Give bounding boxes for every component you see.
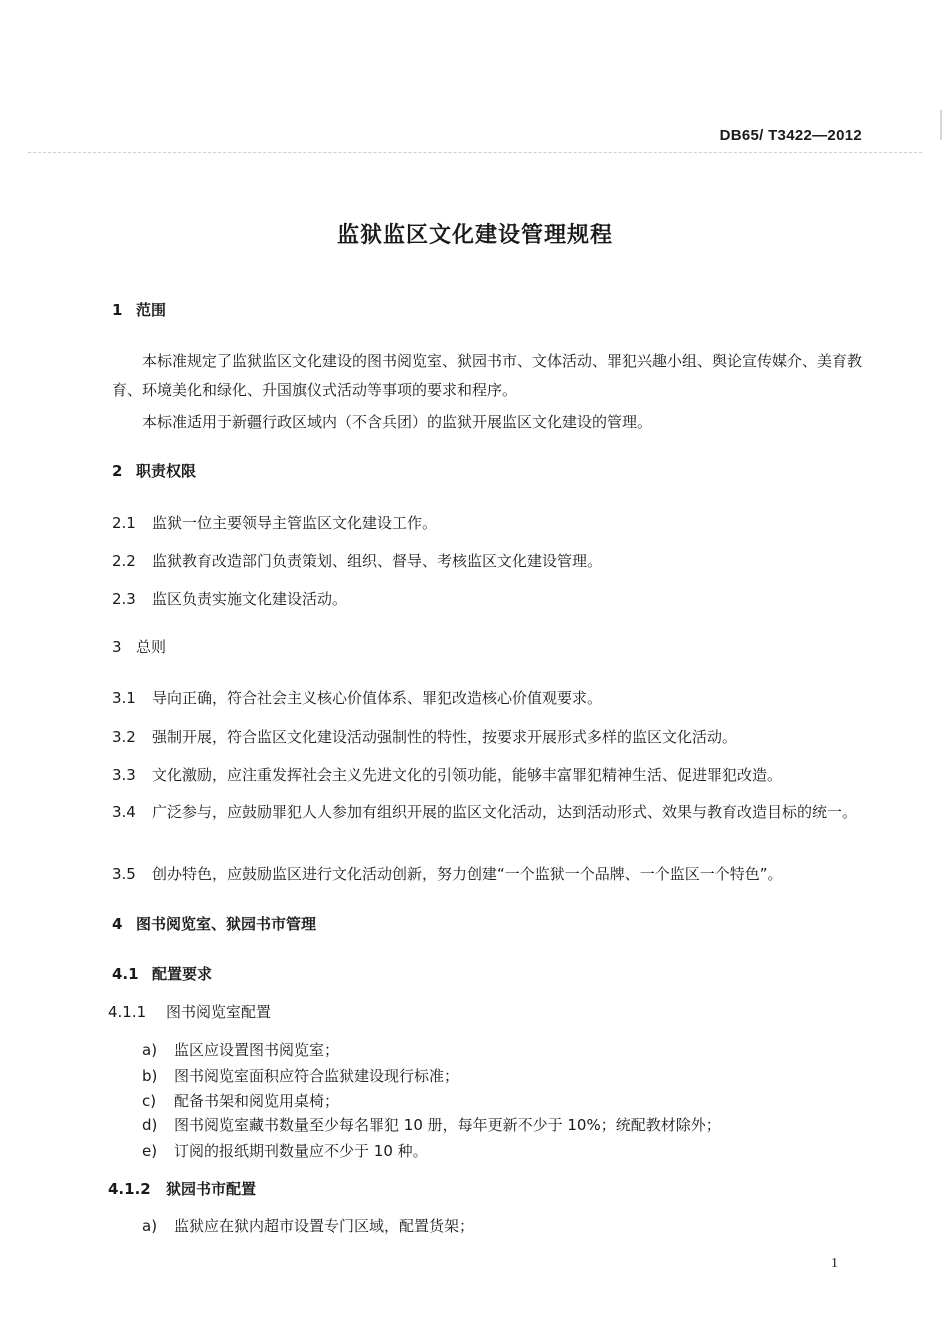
clause-number: 3.4 <box>112 803 136 821</box>
scope-paragraph-1: 本标准规定了监狱监区文化建设的图书阅览室、狱园书市、文体活动、罪犯兴趣小组、舆论宣传媒介、美育教育、环境美化和绿化、升国旗仪式活动等事项的要求和程序。 <box>112 352 863 399</box>
list-letter: a) <box>142 1217 158 1235</box>
subsection-number: 4.1.2 <box>108 1180 151 1198</box>
clause-3-4 <box>112 799 864 825</box>
list-text: 监狱应在狱内超市设置专门区域，配置货架； <box>174 1217 475 1235</box>
section-number: 2 <box>112 462 123 480</box>
list-text: 配备书架和阅览用桌椅； <box>174 1092 340 1110</box>
clause-text: 广泛参与，应鼓励罪犯人人参加有组织开展的监区文化活动，达到活动形式、效果与教育改造目标的统一。 <box>152 803 858 821</box>
list-item-e <box>142 1140 428 1161</box>
list-text: 监区应设置图书阅览室； <box>174 1041 340 1059</box>
standard-code: DB65/ T3422—2012 <box>719 127 862 144</box>
section-number: 4 <box>112 915 123 933</box>
clause-number: 3.5 <box>112 865 136 883</box>
clause-3-5 <box>112 863 783 884</box>
clause-text: 监狱教育改造部门负责策划、组织、督导、考核监区文化建设管理。 <box>152 552 603 570</box>
clause-text: 导向正确，符合社会主义核心价值体系、罪犯改造核心价值观要求。 <box>152 689 603 707</box>
clause-number: 3.2 <box>112 728 136 746</box>
clause-text: 监狱一位主要领导主管监区文化建设工作。 <box>152 514 438 532</box>
clause-2-2 <box>112 550 602 571</box>
clause-number: 2.1 <box>112 514 136 532</box>
section-label: 总则 <box>136 638 167 656</box>
clause-text: 监区负责实施文化建设活动。 <box>152 590 348 608</box>
section-1-heading <box>112 299 166 320</box>
list-item-a <box>142 1039 339 1060</box>
scan-edge-mark <box>940 110 942 140</box>
list-text: 图书阅览室藏书数量至少每名罪犯 10 册，每年更新不少于 10%；统配教材除外； <box>174 1116 721 1134</box>
list-text: 订阅的报纸期刊数量应不少于 10 种。 <box>174 1142 428 1160</box>
list-item-c <box>142 1090 339 1111</box>
list-letter: a) <box>142 1041 158 1059</box>
clause-number: 3.3 <box>112 766 136 784</box>
clause-2-3 <box>112 588 347 609</box>
subsection-label: 图书阅览室配置 <box>166 1003 272 1021</box>
list-text: 图书阅览室面积应符合监狱建设现行标准； <box>174 1067 460 1085</box>
section-3-heading <box>112 636 166 657</box>
list-letter: c) <box>142 1092 157 1110</box>
section-4-heading <box>112 913 316 934</box>
subsection-number: 4.1.1 <box>108 1003 147 1021</box>
subsection-number: 4.1 <box>112 965 139 983</box>
clause-3-2 <box>112 726 737 747</box>
header-rule <box>28 152 922 153</box>
section-label: 图书阅览室、狱园书市管理 <box>136 915 317 933</box>
clause-3-3 <box>112 764 782 785</box>
clause-text: 强制开展，符合监区文化建设活动强制性的特性，按要求开展形式多样的监区文化活动。 <box>152 728 738 746</box>
list-item-b <box>142 1065 459 1086</box>
section-2-heading <box>112 460 196 481</box>
subsection-4-1-2-heading <box>108 1178 256 1199</box>
clause-number: 3.1 <box>112 689 136 707</box>
clause-number: 2.2 <box>112 552 136 570</box>
clause-number: 2.3 <box>112 590 136 608</box>
clause-3-1 <box>112 687 602 708</box>
page-number: 1 <box>831 1256 838 1271</box>
subsection-4-1-1-heading <box>108 1001 271 1022</box>
list-letter: e) <box>142 1142 158 1160</box>
subsection-label: 配置要求 <box>152 965 213 983</box>
section-label: 职责权限 <box>136 462 197 480</box>
section-number: 1 <box>112 301 123 319</box>
list-letter: d) <box>142 1116 158 1134</box>
subsection-4-1-heading <box>112 963 212 984</box>
clause-2-1 <box>112 512 437 533</box>
scope-paragraph-2: 本标准适用于新疆行政区域内（不含兵团）的监狱开展监区文化建设的管理。 <box>142 413 653 431</box>
subsection-label: 狱园书市配置 <box>166 1180 257 1198</box>
section-number: 3 <box>112 638 122 656</box>
clause-text: 创办特色，应鼓励监区进行文化活动创新，努力创建“一个监狱一个品牌、一个监区一个特色”。 <box>152 865 783 883</box>
list-letter: b) <box>142 1067 158 1085</box>
document-title: 监狱监区文化建设管理规程 <box>336 223 613 248</box>
clause-text: 文化激励，应注重发挥社会主义先进文化的引领功能，能够丰富罪犯精神生活、促进罪犯改造。 <box>152 766 783 784</box>
section-label: 范围 <box>136 301 167 319</box>
list-item-a <box>142 1215 474 1236</box>
list-item-d <box>142 1114 721 1135</box>
